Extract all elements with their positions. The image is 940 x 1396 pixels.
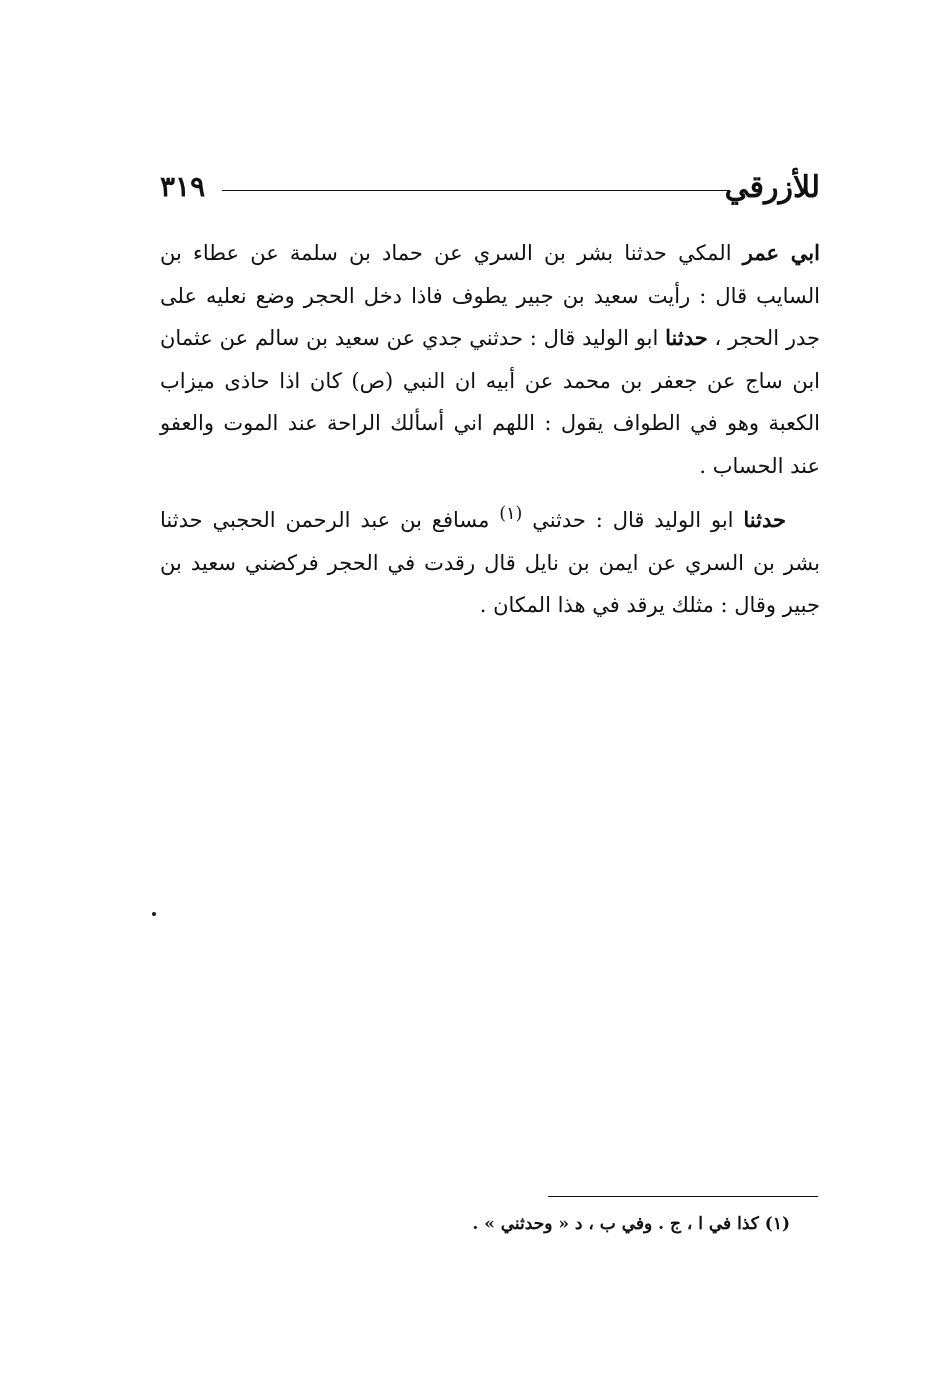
paragraph-2-text-a: ابو الوليد قال : حدثني xyxy=(522,508,744,532)
footnote-rule xyxy=(548,1196,818,1197)
paragraph-2-lead: حدثنا xyxy=(743,507,786,532)
paragraph-1-bold-hadathana: حدثنا xyxy=(665,325,708,350)
running-header xyxy=(160,168,820,208)
stray-mark xyxy=(152,912,156,916)
paragraph-2 xyxy=(160,493,820,627)
book-title: للأزرقي xyxy=(724,170,820,205)
footnote-1: (١) كذا في ا ، ج . وفي ب ، د « وحدثني » . xyxy=(472,1214,790,1234)
header-rule xyxy=(222,190,730,191)
paragraph-2-text-b: مسافع بن عبد الرحمن الحجبي حدثنا بشر بن السري عن ايمن بن نايل قال رقدت في الحجر فركضني سعيد بن جبير وقال : مثلك يرقد في هذا المكان . xyxy=(160,508,820,617)
main-text xyxy=(160,232,820,627)
paragraph-1 xyxy=(160,232,820,487)
paragraph-1-text-a: المكي حدثنا بشر بن السري عن حماد بن سلمة عن عطاء بن السايب قال : رأيت سعيد بن جبير يطوف فاذا دخل الحجر وضع نعليه على جدر الحجر ، xyxy=(160,241,820,350)
paragraph-1-lead: ابي عمر xyxy=(742,240,820,265)
paragraph-1-text-b: ابو الوليد قال : حدثني جدي عن سعيد بن سالم عن عثمان ابن ساج عن جعفر بن محمد عن أبيه ان النبي (ص) كان اذا حاذى ميزاب الكعبة وهو في الطواف يقول : اللهم اني أسألك الراحة عند الموت والعفو عند الحساب . xyxy=(160,326,820,478)
footnote-marker: (١) xyxy=(499,504,523,524)
page-number: ٣١٩ xyxy=(160,170,206,203)
